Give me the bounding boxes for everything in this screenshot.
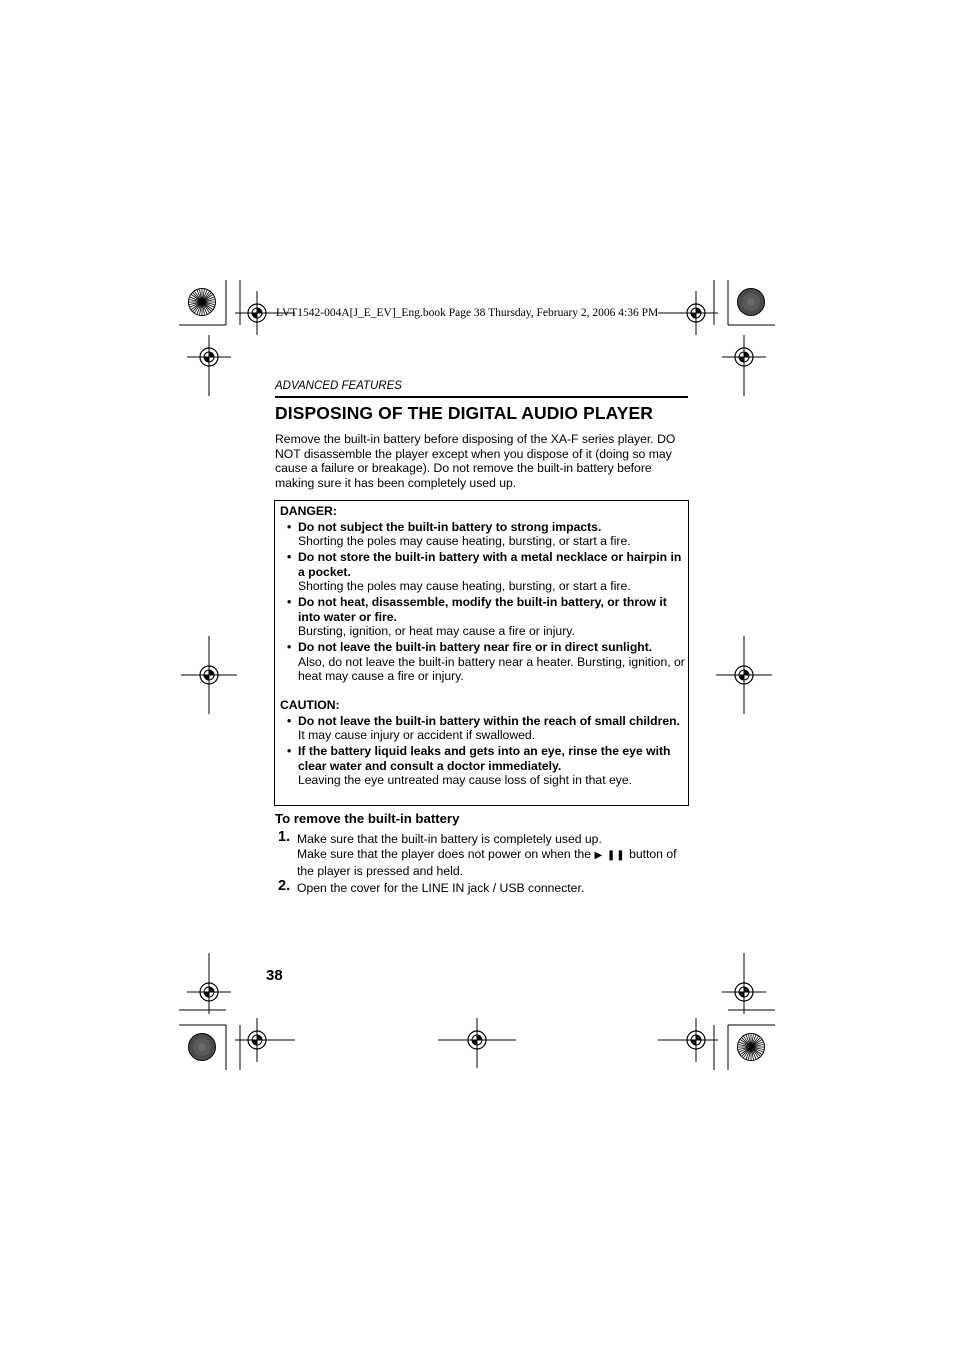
page-title: DISPOSING OF THE DIGITAL AUDIO PLAYER (275, 403, 654, 423)
danger-heading: DANGER: (280, 504, 337, 518)
step-text-detail (297, 847, 688, 879)
danger-item-body: Also, do not leave the built-in battery near a heater. Bursting, ignition, or heat may cause a fire or injury. (298, 654, 685, 684)
danger-item (280, 550, 685, 594)
section-label: ADVANCED FEATURES (275, 380, 402, 392)
danger-item-body: Shorting the poles may cause heating, bursting, or start a fire. (298, 534, 631, 549)
print-header: LVT1542-004A[J_E_EV]_Eng.book Page 38 Thursday, February 2, 2006 4:36 PM (276, 307, 659, 319)
step-number: 2. (278, 878, 291, 894)
bullet-icon: • (287, 595, 292, 610)
page-number: 38 (266, 967, 283, 984)
danger-list (280, 520, 685, 684)
caution-list (280, 714, 685, 788)
caution-item-body: It may cause injury or accident if swallowed. (298, 728, 536, 743)
caution-item-body: Leaving the eye untreated may cause loss of sight in that eye. (298, 773, 633, 788)
danger-item-head: Do not subject the built-in battery to strong impacts. (298, 519, 602, 534)
procedure-step-1 (278, 829, 688, 878)
bullet-icon: • (287, 519, 292, 534)
warning-box (274, 500, 689, 806)
bullet-icon: • (287, 550, 292, 565)
danger-item (280, 595, 685, 639)
bullet-icon: • (287, 744, 292, 759)
danger-item-head: Do not heat, disassemble, modify the built-in battery, or throw it into water or fire. (298, 595, 667, 624)
bullet-icon: • (287, 713, 292, 728)
procedure-step-2 (278, 878, 688, 896)
play-pause-icon: ▶ ❚❚ (594, 849, 626, 861)
caution-item-head: If the battery liquid leaks and gets into an eye, rinse the eye with clear water and consult a doctor immediately. (298, 744, 671, 773)
danger-item-head: Do not store the built-in battery with a metal necklace or hairpin in a pocket. (298, 550, 682, 579)
caution-item-head: Do not leave the built-in battery within the reach of small children. (298, 713, 680, 728)
step-text-after: button of the player is pressed and held. (297, 846, 677, 878)
danger-item (280, 520, 685, 549)
step-text: Open the cover for the LINE IN jack / USB connecter. (297, 881, 585, 895)
caution-item (280, 714, 685, 743)
danger-item (280, 640, 685, 684)
step-text-before: Make sure that the player does not power on when the (297, 846, 592, 861)
step-text: Make sure that the built-in battery is completely used up. (297, 832, 602, 846)
step-number: 1. (278, 829, 291, 845)
intro-paragraph: Remove the built-in battery before disposing of the XA-F series player. DO NOT disassemble the player except when you dispose of it (doing so may cause a failure or breakage). Do not remove the built-in battery before making sure it has been completely used up. (275, 432, 676, 490)
title-rule (275, 396, 688, 398)
danger-item-body: Shorting the poles may cause heating, bursting, or start a fire. (298, 579, 631, 594)
caution-item (280, 744, 685, 788)
procedure-title: To remove the built-in battery (275, 811, 460, 826)
caution-heading: CAUTION: (280, 697, 340, 712)
bullet-icon: • (287, 640, 292, 655)
danger-item-head: Do not leave the built-in battery near fire or in direct sunlight. (298, 640, 653, 655)
danger-item-body: Bursting, ignition, or heat may cause a fire or injury. (298, 624, 575, 639)
